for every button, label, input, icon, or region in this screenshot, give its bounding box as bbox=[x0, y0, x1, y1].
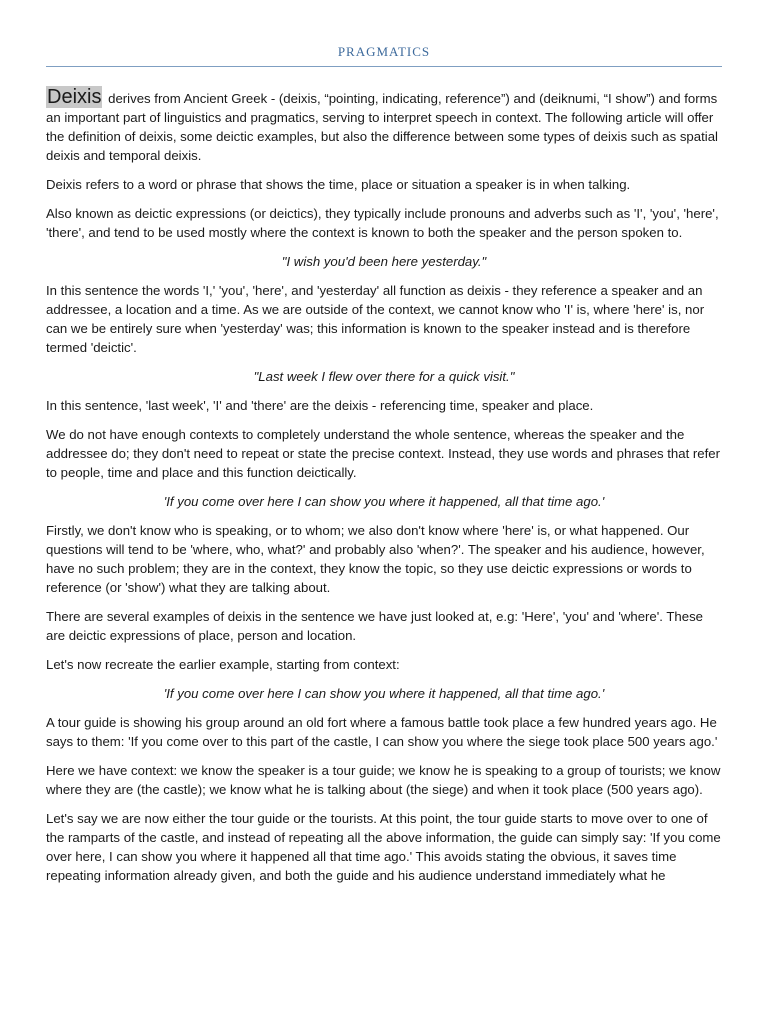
paragraph-explain-1: In this sentence the words 'I,' 'you', 'here', and 'yesterday' all function as deixis - they reference a speaker and an addressee, a location and a time. As we are outside of the context, we cannot know who 'I' is, where 'here' is, nor can we be entirely sure when 'yesterday' was; this information is known to the speaker instead and is therefore termed 'deictic'. bbox=[46, 283, 705, 355]
paragraph-recreate: Let's now recreate the earlier example, starting from context: bbox=[46, 657, 400, 672]
paragraph-definition: Deixis refers to a word or phrase that shows the time, place or situation a speaker is in when talking. bbox=[46, 177, 631, 192]
quote-4: 'If you come over here I can show you where it happened, all that time ago.' bbox=[163, 686, 605, 701]
paragraph-contexts: We do not have enough contexts to completely understand the whole sentence, whereas the speaker and the addressee do; they don't need to repeat or state the precise context. Instead, they use words and phrases that refer to people, time and place and this function deictically. bbox=[46, 427, 721, 480]
paragraph-several: There are several examples of deixis in the sentence we have just looked at, e.g: 'Here', 'you' and 'where'. These are deictic expressions of place, person and location. bbox=[46, 609, 704, 643]
paragraph-tour: A tour guide is showing his group around an old fort where a famous battle took place a few hundred years ago. He says to them: 'If you come over to this part of the castle, I can show you where the siege took place 500 years ago.' bbox=[46, 715, 718, 749]
highlighted-term: Deixis bbox=[47, 86, 102, 108]
intro-text: derives from Ancient Greek - (deixis, “pointing, indicating, reference”) and (deiknumi, “I show”) and forms an important part of linguistics and pragmatics, serving to interpret speech in context. The following article will offer the definition of deixis, some deictic examples, but also the difference between some types of deixis such as spatial deixis and temporal deixis. bbox=[46, 91, 718, 163]
document-body bbox=[46, 86, 722, 895]
quote-1: "I wish you'd been here yesterday." bbox=[281, 254, 487, 269]
header-rule bbox=[46, 66, 722, 67]
quote-2: "Last week I flew over there for a quick visit." bbox=[253, 369, 515, 384]
paragraph-explain-2: In this sentence, 'last week', 'I' and 'there' are the deixis - referencing time, speaker and place. bbox=[46, 398, 594, 413]
quote-3: 'If you come over here I can show you where it happened, all that time ago.' bbox=[163, 494, 605, 509]
paragraph-also-known: Also known as deictic expressions (or deictics), they typically include pronouns and adverbs such as 'I', 'you', 'here', 'there', and tend to be used mostly where the context is known to both the speaker and the person spoken to. bbox=[46, 206, 719, 240]
paragraph-firstly: Firstly, we don't know who is speaking, or to whom; we also don't know where 'here' is, or what happened. Our questions will tend to be 'where, who, what?' and probably also 'when?'. The speaker and his audience, however, have no such problem; they are in the context, they know the topic, so they use deictic expressions or words to reference (or 'show') what they are talking about. bbox=[46, 523, 705, 595]
page-header-title: PRAGMATICS bbox=[337, 44, 431, 59]
paragraph-either: Let's say we are now either the tour guide or the tourists. At this point, the tour guide starts to move over to one of the ramparts of the castle, and instead of repeating all the above information, the guide can simply say: 'If you come over here, I can show you where it happened all that time ago.' This avoids stating the obvious, it saves time repeating information already given, and both the guide and his audience understand immediately what he bbox=[46, 811, 721, 883]
paragraph-context: Here we have context: we know the speaker is a tour guide; we know he is speaking to a group of tourists; we know where they are (the castle); we know what he is talking about (the siege) and when it took place (500 years ago). bbox=[46, 763, 721, 797]
intro-paragraph bbox=[46, 86, 722, 165]
